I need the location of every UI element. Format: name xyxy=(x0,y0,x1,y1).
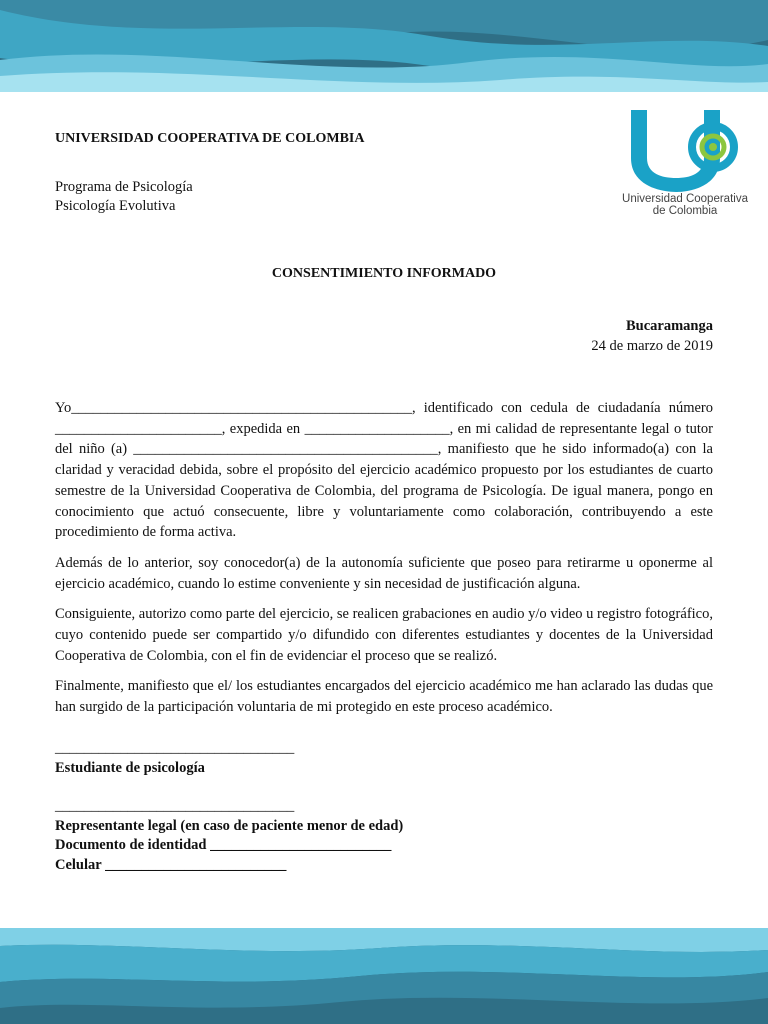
footer-wave-banner xyxy=(0,928,768,1024)
student-signature-line: _________________________________ xyxy=(55,740,295,756)
student-signature-block xyxy=(55,739,294,778)
city: Bucaramanga xyxy=(626,318,713,334)
guardian-phone-field: Celular _________________________ xyxy=(55,856,287,873)
program-block xyxy=(55,178,193,216)
guardian-signature-block xyxy=(55,797,403,875)
course-name: Psicología Evolutiva xyxy=(55,198,176,214)
guardian-signature-line: _________________________________ xyxy=(55,798,295,814)
program-name: Programa de Psicología xyxy=(55,179,193,195)
student-signature-label: Estudiante de psicología xyxy=(55,759,205,776)
guardian-id-field: Documento de identidad _________________________ xyxy=(55,837,392,853)
paragraph-recording: Consiguiente, autorizo como parte del ejercicio, se realicen grabaciones en audio y/o video u registro fotográfico, cuyo contenido puede ser compartido y/o difundido con diferentes estudiantes y docentes de la Universidad Cooperativa de Colombia, con el fin de evidenciar el proceso que se realizó. xyxy=(55,606,713,664)
logo-line-1: Universidad Cooperativa xyxy=(622,193,748,205)
paragraph-declaration: Yo_______________________________________________, identificado con cedula de ciudadanía número _______________________, expedida en ____________________, en mi calidad de representante legal o tutor del niño (a) __________________________________________, manifiesto que he sido informado(a) con la claridad y veracidad debida, sobre el propósito del ejercicio académico propuesto por los estudiantes de cuarto semestre de la Universidad Cooperativa de Colombia, del programa de Psicología. De igual manera, pongo en conocimiento que actuó consecuente, libre y voluntariamente como colaboración, contribuyendo a este procedimiento de forma activa. xyxy=(55,400,713,541)
consent-body xyxy=(55,398,713,728)
logo-wordmark xyxy=(612,193,758,217)
header-wave-banner xyxy=(0,0,768,92)
logo-line-2: de Colombia xyxy=(652,205,718,217)
document-title: CONSENTIMIENTO INFORMADO xyxy=(271,266,497,281)
paragraph-autonomy: Además de lo anterior, soy conocedor(a) de la autonomía suficiente que poseo para retirarme u oponerme al ejercicio académico, cuando lo estime conveniente y sin necesidad de justificación alguna. xyxy=(55,554,713,592)
institution-name: UNIVERSIDAD COOPERATIVA DE COLOMBIA xyxy=(55,131,365,146)
place-date-block xyxy=(591,316,713,356)
paragraph-closing: Finalmente, manifiesto que el/ los estudiantes encargados del ejercicio académico me han aclarado las dudas que han surgido de la participación voluntaria de mi protegido en este proceso académico. xyxy=(55,678,713,716)
guardian-signature-label: Representante legal (en caso de paciente menor de edad) xyxy=(55,817,404,834)
document-date: 24 de marzo de 2019 xyxy=(591,338,713,354)
